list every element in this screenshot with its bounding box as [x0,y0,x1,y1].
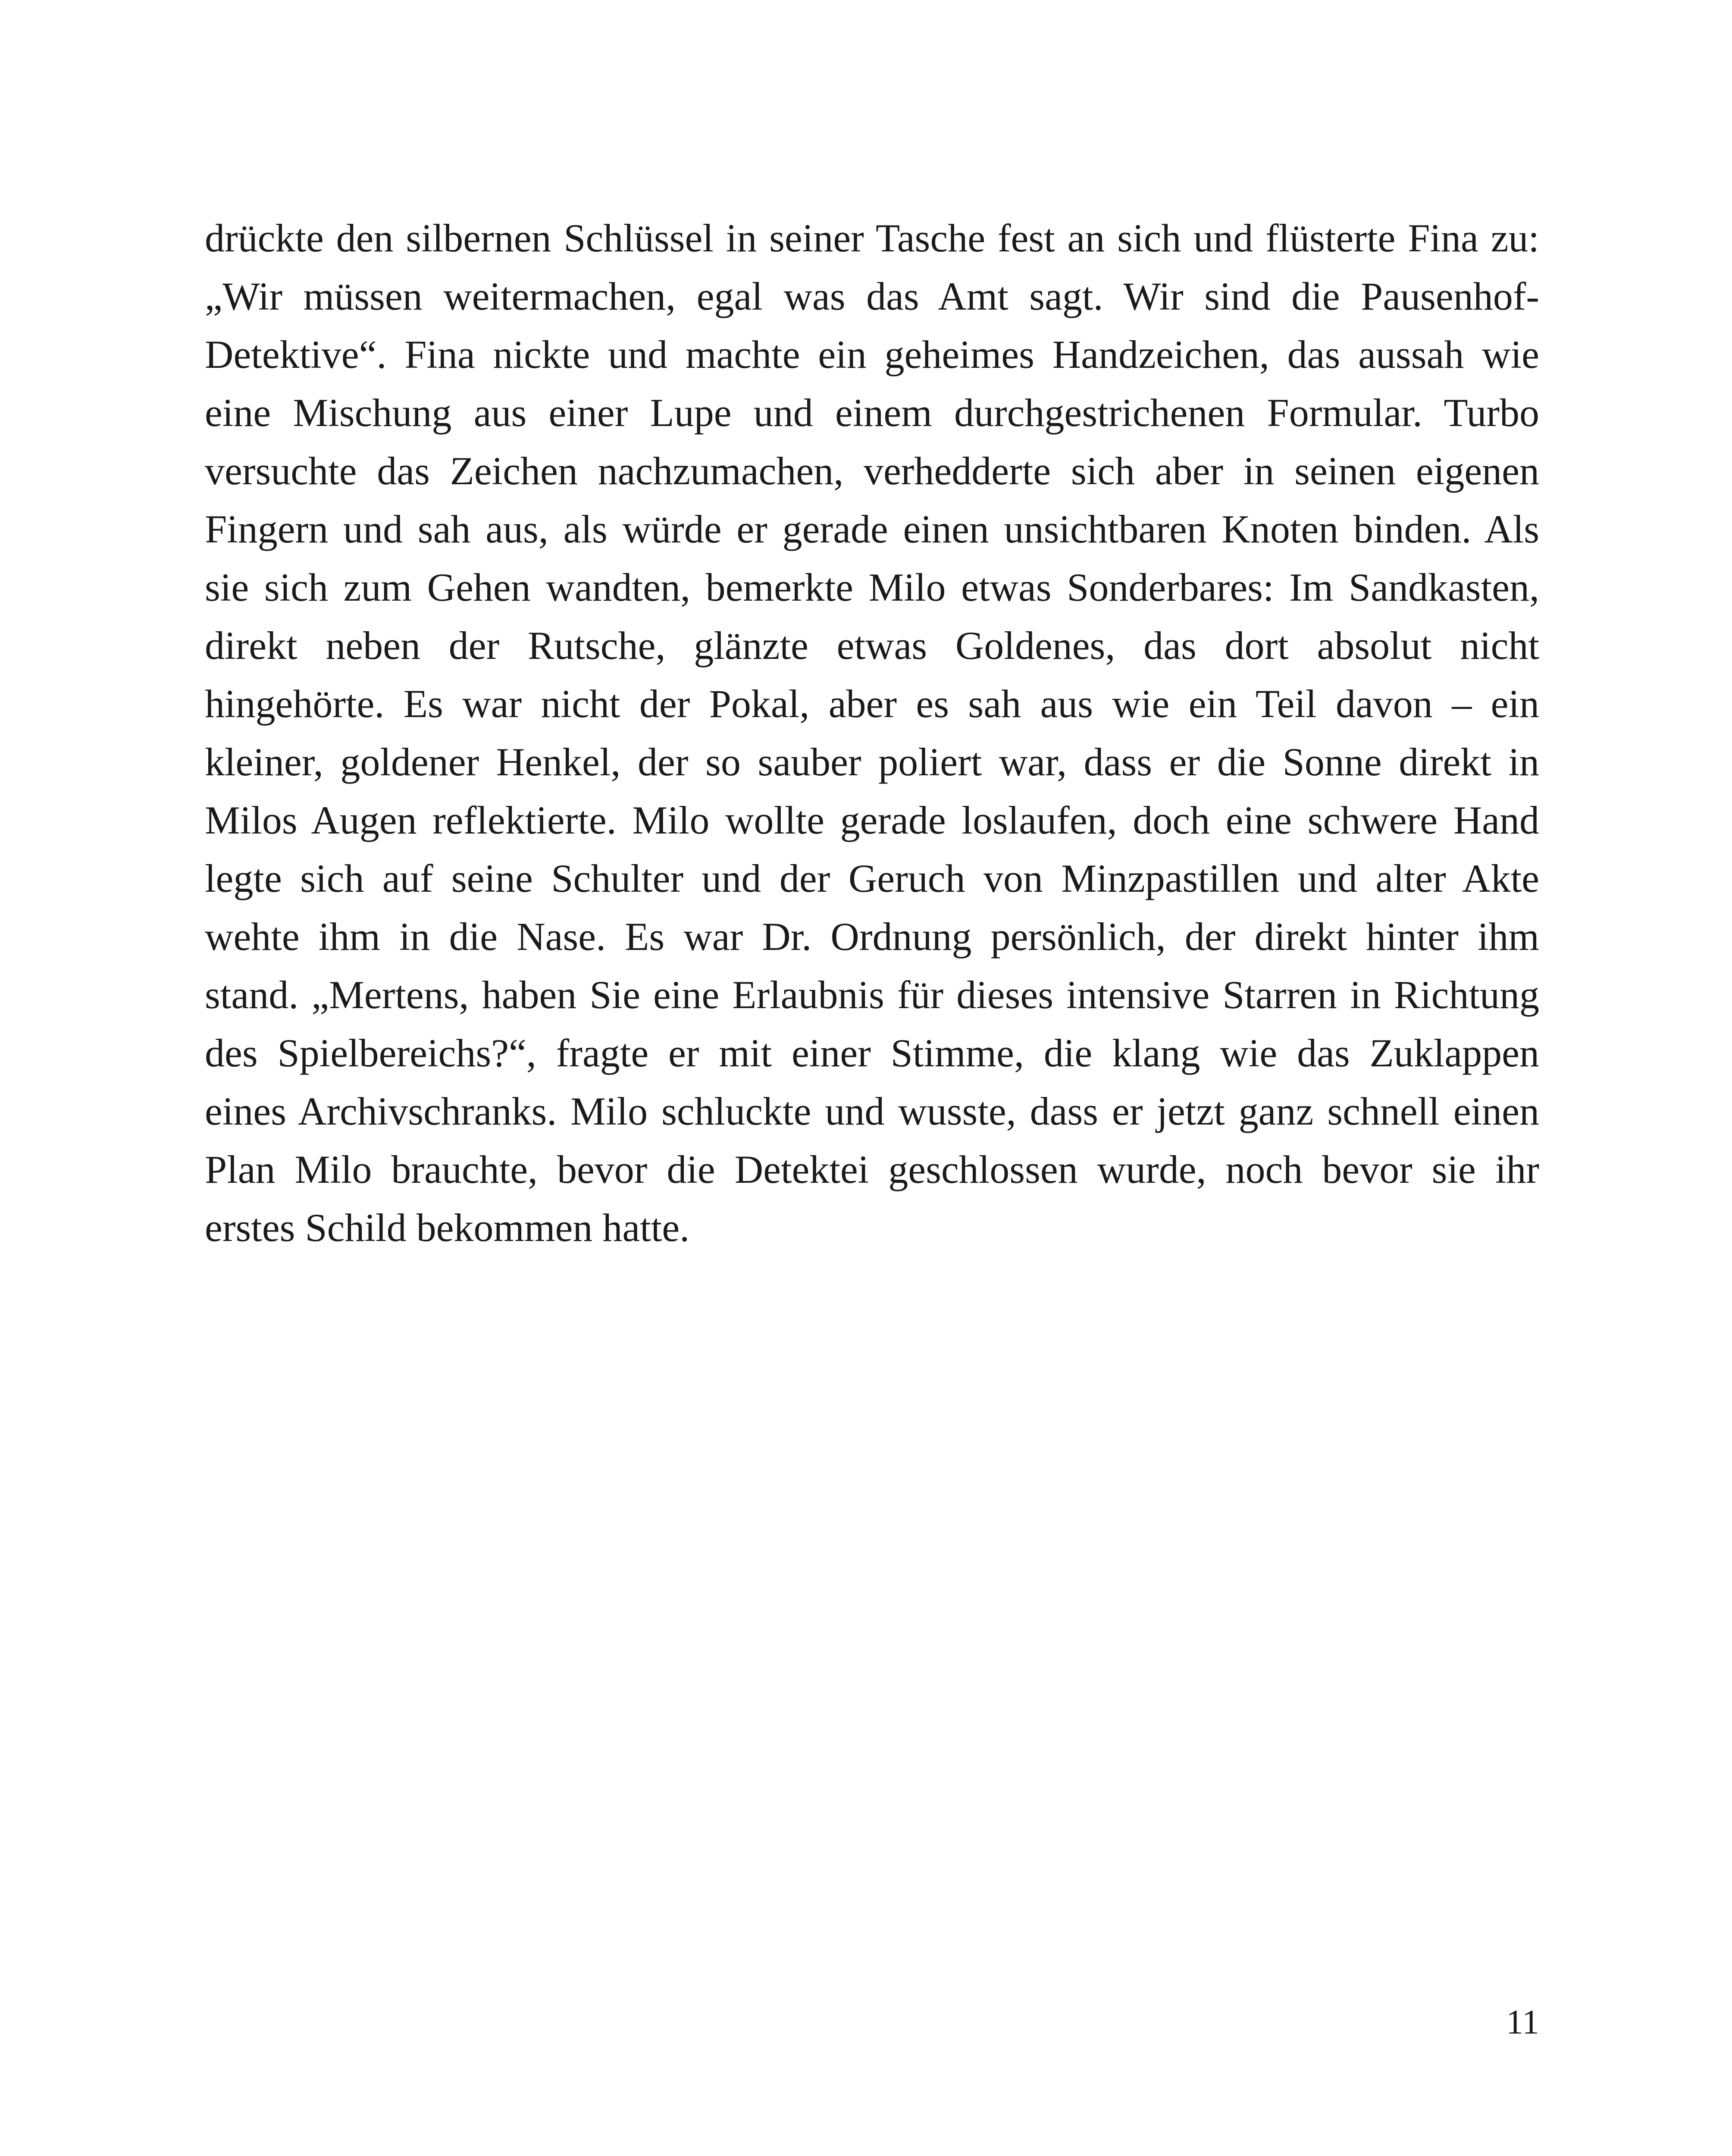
text-line: legte sich auf seine Schulter und der Geruch von Minzpastillen und alter Akte [205,856,1539,900]
text-line-last: erstes Schild bekommen hatte. [205,1206,690,1250]
text-line: wehte ihm in die Nase. Es war Dr. Ordnung persönlich, der direkt hinter ihm [205,915,1539,959]
text-line: drückte den silbernen Schlüssel in seiner Tasche fest an sich und flüsterte Fina zu: [205,216,1539,260]
text-line: „Wir müssen weitermachen, egal was das Amt sagt. Wir sind die Pausenhof- [205,274,1539,318]
text-line: stand. „Mertens, haben Sie eine Erlaubnis für dieses intensive Starren in Richtung [205,973,1539,1017]
text-line: sie sich zum Gehen wandten, bemerkte Milo etwas Sonderbares: Im Sandkasten, [205,565,1539,609]
text-line: eine Mischung aus einer Lupe und einem durchgestrichenen Formular. Turbo [205,391,1539,435]
text-line: kleiner, goldener Henkel, der so sauber poliert war, dass er die Sonne direkt in [205,740,1539,784]
body-text [205,209,1539,1257]
text-line: versuchte das Zeichen nachzumachen, verhedderte sich aber in seinen eigenen [205,449,1539,493]
page-number: 11 [1506,2003,1539,2041]
text-line: direkt neben der Rutsche, glänzte etwas Goldenes, das dort absolut nicht [205,624,1539,667]
text-line: des Spielbereichs?“, fragte er mit einer Stimme, die klang wie das Zuklappen [205,1031,1539,1075]
text-line: Detektive“. Fina nickte und machte ein geheimes Handzeichen, das aussah wie [205,332,1539,376]
text-line: eines Archivschranks. Milo schluckte und wusste, dass er jetzt ganz schnell einen [205,1089,1539,1133]
text-line: Fingern und sah aus, als würde er gerade einen unsichtbaren Knoten binden. Als [205,507,1539,551]
text-line: Plan Milo brauchte, bevor die Detektei geschlossen wurde, noch bevor sie ihr [205,1147,1539,1191]
text-line: Milos Augen reflektierte. Milo wollte gerade loslaufen, doch eine schwere Hand [205,798,1539,842]
text-line: hingehörte. Es war nicht der Pokal, aber es sah aus wie ein Teil davon – ein [205,682,1539,726]
